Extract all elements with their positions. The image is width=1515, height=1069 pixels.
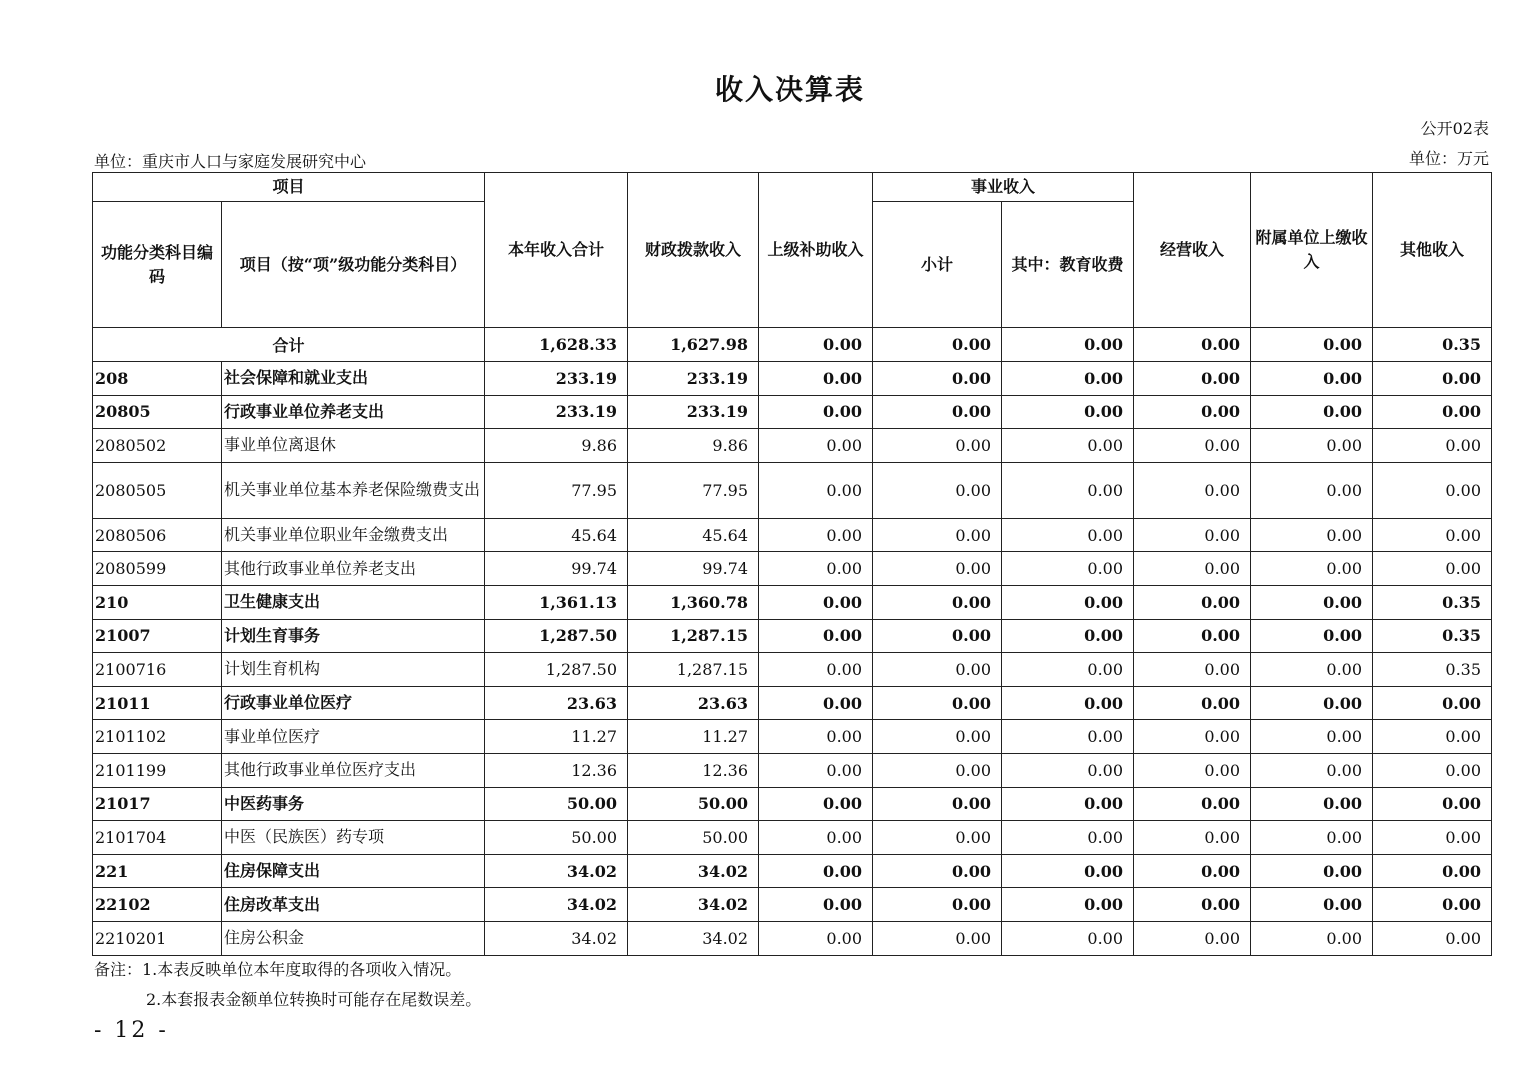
value-cell: 0.00 (759, 921, 873, 955)
value-cell: 0.00 (1134, 395, 1251, 429)
value-cell: 0.00 (1373, 429, 1492, 463)
table-row (93, 619, 1492, 653)
total-cell: 0.00 (759, 328, 873, 362)
code-cell: 2100716 (93, 653, 222, 687)
value-cell: 0.00 (1251, 619, 1373, 653)
value-cell: 0.00 (1251, 429, 1373, 463)
value-cell: 0.00 (1251, 888, 1373, 922)
value-cell: 0.00 (1373, 518, 1492, 552)
value-cell: 0.00 (1373, 921, 1492, 955)
value-cell: 0.00 (1134, 888, 1251, 922)
name-cell: 计划生育事务 (222, 619, 485, 653)
value-cell: 0.00 (1251, 462, 1373, 518)
code-cell: 2101102 (93, 720, 222, 754)
value-cell: 0.00 (873, 787, 1002, 821)
currency-unit: 单位：万元 (1408, 149, 1489, 168)
value-cell: 0.00 (759, 585, 873, 619)
code-cell: 2101704 (93, 821, 222, 855)
header-edu: 其中：教育收费 (1002, 202, 1134, 328)
total-cell: 0.00 (1251, 328, 1373, 362)
value-cell: 0.00 (1373, 395, 1492, 429)
header-subtotal: 小计 (873, 202, 1002, 328)
name-cell: 行政事业单位医疗 (222, 686, 485, 720)
code-cell: 2080506 (93, 518, 222, 552)
total-cell: 0.00 (1134, 328, 1251, 362)
header-project: 项目 (93, 173, 485, 202)
value-cell: 0.00 (1134, 854, 1251, 888)
value-cell: 0.00 (1134, 720, 1251, 754)
value-cell: 1,287.50 (485, 653, 628, 687)
total-cell: 0.00 (873, 328, 1002, 362)
note-line: 2.本套报表金额单位转换时可能存在尾数误差。 (146, 990, 482, 1009)
table-body (93, 328, 1492, 956)
value-cell: 0.00 (1373, 362, 1492, 396)
value-cell: 34.02 (628, 854, 759, 888)
table-row (93, 362, 1492, 396)
value-cell: 0.00 (759, 395, 873, 429)
header-affiliated: 附属单位上缴收入 (1251, 173, 1373, 328)
notes (94, 958, 481, 1018)
total-cell: 1,628.33 (485, 328, 628, 362)
value-cell: 0.00 (1251, 686, 1373, 720)
name-cell: 住房改革支出 (222, 888, 485, 922)
header-other: 其他收入 (1373, 173, 1492, 328)
value-cell: 0.00 (1002, 653, 1134, 687)
reporting-unit: 单位：重庆市人口与家庭发展研究中心 (94, 152, 367, 171)
code-cell: 2080502 (93, 429, 222, 463)
value-cell: 0.00 (1373, 552, 1492, 586)
code-cell: 2101199 (93, 753, 222, 787)
value-cell: 0.00 (759, 552, 873, 586)
value-cell: 99.74 (485, 552, 628, 586)
value-cell: 1,361.13 (485, 585, 628, 619)
value-cell: 1,287.15 (628, 619, 759, 653)
value-cell: 0.00 (1002, 821, 1134, 855)
value-cell: 0.00 (1002, 462, 1134, 518)
value-cell: 0.00 (1134, 787, 1251, 821)
table-row (93, 753, 1492, 787)
table-row (93, 921, 1492, 955)
value-cell: 0.35 (1373, 653, 1492, 687)
income-table (92, 172, 1492, 956)
code-cell: 210 (93, 585, 222, 619)
value-cell: 0.00 (1134, 686, 1251, 720)
value-cell: 0.00 (1251, 362, 1373, 396)
value-cell: 0.00 (873, 854, 1002, 888)
value-cell: 0.00 (1251, 653, 1373, 687)
name-cell: 事业单位离退休 (222, 429, 485, 463)
value-cell: 233.19 (485, 362, 628, 396)
value-cell: 0.00 (1134, 653, 1251, 687)
value-cell: 0.00 (1002, 720, 1134, 754)
value-cell: 0.00 (873, 653, 1002, 687)
value-cell: 0.00 (759, 787, 873, 821)
value-cell: 0.00 (1002, 619, 1134, 653)
header-code: 功能分类科目编码 (93, 202, 222, 328)
value-cell: 0.00 (1251, 854, 1373, 888)
table-row (93, 462, 1492, 518)
value-cell: 11.27 (628, 720, 759, 754)
name-cell: 计划生育机构 (222, 653, 485, 687)
value-cell: 0.00 (873, 720, 1002, 754)
value-cell: 0.00 (1002, 854, 1134, 888)
value-cell: 0.00 (873, 921, 1002, 955)
value-cell: 0.00 (1373, 888, 1492, 922)
value-cell: 0.00 (759, 753, 873, 787)
header-fiscal: 财政拨款收入 (628, 173, 759, 328)
value-cell: 0.00 (1134, 362, 1251, 396)
value-cell: 0.35 (1373, 585, 1492, 619)
code-cell: 208 (93, 362, 222, 396)
value-cell: 0.00 (759, 720, 873, 754)
total-row (93, 328, 1492, 362)
value-cell: 0.00 (1134, 585, 1251, 619)
name-cell: 卫生健康支出 (222, 585, 485, 619)
value-cell: 77.95 (485, 462, 628, 518)
value-cell: 0.00 (1373, 686, 1492, 720)
value-cell: 0.00 (759, 854, 873, 888)
name-cell: 中医（民族医）药专项 (222, 821, 485, 855)
value-cell: 0.00 (873, 462, 1002, 518)
value-cell: 0.00 (1373, 787, 1492, 821)
header-name: 项目（按“项”级功能分类科目） (222, 202, 485, 328)
value-cell: 0.00 (1002, 395, 1134, 429)
table-row (93, 854, 1492, 888)
value-cell: 0.00 (1251, 753, 1373, 787)
value-cell: 23.63 (485, 686, 628, 720)
name-cell: 行政事业单位养老支出 (222, 395, 485, 429)
value-cell: 0.00 (1251, 552, 1373, 586)
table-row (93, 720, 1492, 754)
total-cell: 1,627.98 (628, 328, 759, 362)
value-cell: 50.00 (485, 821, 628, 855)
value-cell: 0.00 (1002, 362, 1134, 396)
table-row (93, 888, 1492, 922)
name-cell: 事业单位医疗 (222, 720, 485, 754)
value-cell: 0.00 (1251, 518, 1373, 552)
value-cell: 0.00 (873, 395, 1002, 429)
value-cell: 0.00 (1373, 753, 1492, 787)
value-cell: 0.00 (1002, 888, 1134, 922)
value-cell: 0.00 (1251, 720, 1373, 754)
value-cell: 0.00 (759, 619, 873, 653)
value-cell: 34.02 (628, 888, 759, 922)
value-cell: 0.00 (1251, 787, 1373, 821)
header-total: 本年收入合计 (485, 173, 628, 328)
value-cell: 0.00 (759, 429, 873, 463)
value-cell: 77.95 (628, 462, 759, 518)
value-cell: 0.00 (873, 552, 1002, 586)
code-cell: 22102 (93, 888, 222, 922)
name-cell: 社会保障和就业支出 (222, 362, 485, 396)
value-cell: 0.00 (759, 821, 873, 855)
value-cell: 45.64 (485, 518, 628, 552)
value-cell: 0.00 (1002, 787, 1134, 821)
name-cell: 机关事业单位职业年金缴费支出 (222, 518, 485, 552)
total-cell: 0.35 (1373, 328, 1492, 362)
table-row (93, 395, 1492, 429)
header-operating: 经营收入 (1134, 173, 1251, 328)
value-cell: 0.00 (1134, 552, 1251, 586)
value-cell: 45.64 (628, 518, 759, 552)
code-cell: 21011 (93, 686, 222, 720)
value-cell: 0.00 (1002, 921, 1134, 955)
table-row (93, 787, 1492, 821)
header-superior: 上级补助收入 (759, 173, 873, 328)
table-header (93, 173, 1492, 328)
value-cell: 0.00 (1134, 753, 1251, 787)
value-cell: 9.86 (485, 429, 628, 463)
value-cell: 34.02 (628, 921, 759, 955)
value-cell: 0.00 (873, 888, 1002, 922)
value-cell: 9.86 (628, 429, 759, 463)
value-cell: 0.00 (1373, 720, 1492, 754)
value-cell: 0.00 (1373, 462, 1492, 518)
value-cell: 23.63 (628, 686, 759, 720)
value-cell: 1,287.50 (485, 619, 628, 653)
value-cell: 0.00 (1251, 821, 1373, 855)
value-cell: 0.00 (873, 753, 1002, 787)
value-cell: 0.35 (1373, 619, 1492, 653)
value-cell: 0.00 (873, 686, 1002, 720)
value-cell: 1,360.78 (628, 585, 759, 619)
code-cell: 2080599 (93, 552, 222, 586)
value-cell: 0.00 (1251, 921, 1373, 955)
value-cell: 0.00 (1002, 518, 1134, 552)
value-cell: 0.00 (1002, 429, 1134, 463)
name-cell: 机关事业单位基本养老保险缴费支出 (222, 462, 485, 518)
name-cell: 住房公积金 (222, 921, 485, 955)
value-cell: 50.00 (628, 821, 759, 855)
value-cell: 1,287.15 (628, 653, 759, 687)
value-cell: 0.00 (759, 888, 873, 922)
name-cell: 其他行政事业单位养老支出 (222, 552, 485, 586)
page-title: 收入决算表 (714, 73, 865, 106)
value-cell: 34.02 (485, 854, 628, 888)
value-cell: 50.00 (485, 787, 628, 821)
value-cell: 12.36 (628, 753, 759, 787)
value-cell: 0.00 (1134, 921, 1251, 955)
value-cell: 0.00 (873, 518, 1002, 552)
value-cell: 233.19 (485, 395, 628, 429)
value-cell: 0.00 (1134, 821, 1251, 855)
note-line: 备注：1.本表反映单位本年度取得的各项收入情况。 (94, 960, 462, 979)
name-cell: 住房保障支出 (222, 854, 485, 888)
table-row (93, 821, 1492, 855)
value-cell: 0.00 (1251, 395, 1373, 429)
value-cell: 0.00 (1373, 854, 1492, 888)
value-cell: 0.00 (1134, 462, 1251, 518)
table-row (93, 429, 1492, 463)
value-cell: 0.00 (759, 518, 873, 552)
table-row (93, 552, 1492, 586)
code-cell: 2210201 (93, 921, 222, 955)
page-number: - 12 - (94, 1018, 169, 1043)
table-row (93, 653, 1492, 687)
name-cell: 中医药事务 (222, 787, 485, 821)
total-cell: 0.00 (1002, 328, 1134, 362)
value-cell: 0.00 (1002, 552, 1134, 586)
value-cell: 0.00 (759, 462, 873, 518)
code-cell: 2080505 (93, 462, 222, 518)
value-cell: 0.00 (759, 362, 873, 396)
value-cell: 0.00 (1002, 753, 1134, 787)
form-number: 公开02表 (1420, 119, 1489, 138)
table-row (93, 518, 1492, 552)
code-cell: 20805 (93, 395, 222, 429)
value-cell: 0.00 (1373, 821, 1492, 855)
table-row (93, 686, 1492, 720)
value-cell: 0.00 (1002, 686, 1134, 720)
value-cell: 233.19 (628, 362, 759, 396)
value-cell: 34.02 (485, 921, 628, 955)
value-cell: 0.00 (873, 429, 1002, 463)
value-cell: 233.19 (628, 395, 759, 429)
header-business: 事业收入 (873, 173, 1134, 202)
value-cell: 0.00 (759, 653, 873, 687)
value-cell: 0.00 (873, 362, 1002, 396)
code-cell: 221 (93, 854, 222, 888)
value-cell: 0.00 (873, 619, 1002, 653)
value-cell: 0.00 (1002, 585, 1134, 619)
code-cell: 21017 (93, 787, 222, 821)
value-cell: 0.00 (873, 821, 1002, 855)
total-label: 合计 (93, 328, 485, 362)
value-cell: 0.00 (759, 686, 873, 720)
value-cell: 0.00 (873, 585, 1002, 619)
value-cell: 11.27 (485, 720, 628, 754)
name-cell: 其他行政事业单位医疗支出 (222, 753, 485, 787)
value-cell: 12.36 (485, 753, 628, 787)
table-row (93, 585, 1492, 619)
value-cell: 0.00 (1134, 619, 1251, 653)
value-cell: 50.00 (628, 787, 759, 821)
code-cell: 21007 (93, 619, 222, 653)
value-cell: 34.02 (485, 888, 628, 922)
value-cell: 0.00 (1134, 518, 1251, 552)
value-cell: 99.74 (628, 552, 759, 586)
value-cell: 0.00 (1134, 429, 1251, 463)
value-cell: 0.00 (1251, 585, 1373, 619)
